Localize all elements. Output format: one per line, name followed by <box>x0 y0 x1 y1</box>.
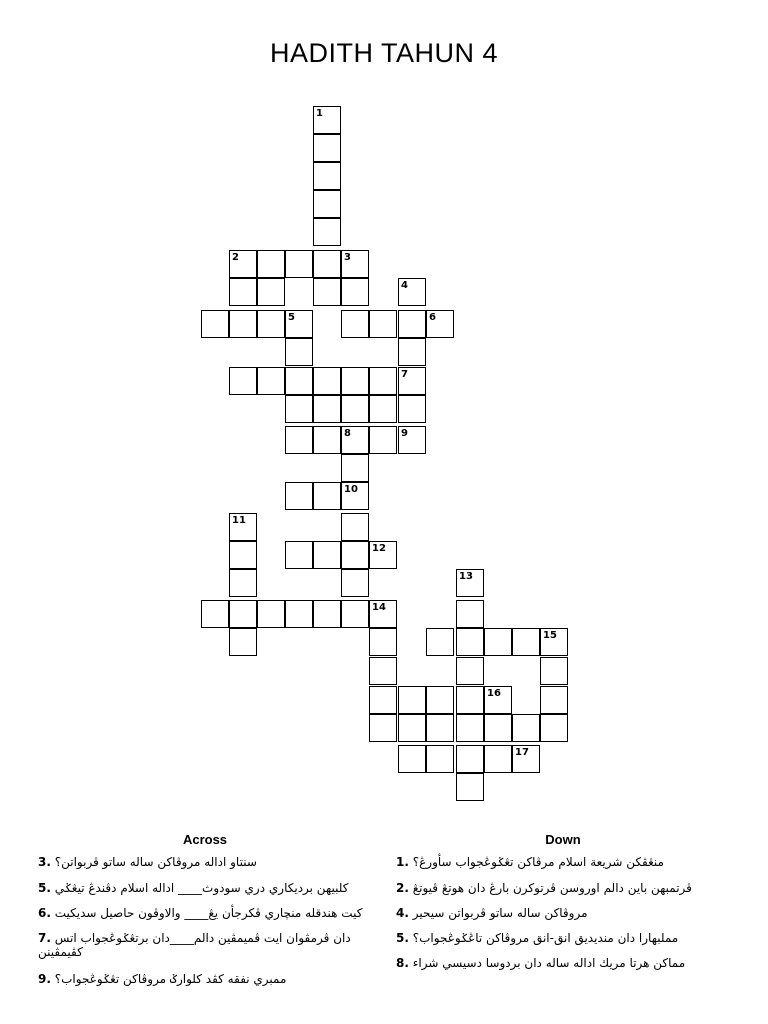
down-clue <box>396 855 664 869</box>
crossword-cell[interactable] <box>398 686 426 714</box>
crossword-cell[interactable] <box>369 310 397 338</box>
crossword-cell[interactable] <box>398 745 426 773</box>
crossword-cell[interactable] <box>201 600 229 628</box>
across-clue <box>38 881 348 895</box>
crossword-cell[interactable] <box>341 541 369 569</box>
cell-number: 10 <box>344 484 358 495</box>
cell-number: 14 <box>372 602 386 613</box>
crossword-cell[interactable] <box>313 600 341 628</box>
crossword-cell[interactable] <box>512 628 540 656</box>
cell-number: 9 <box>401 428 408 439</box>
crossword-cell[interactable] <box>313 482 341 510</box>
crossword-cell[interactable] <box>540 686 568 714</box>
crossword-cell[interactable] <box>369 426 397 454</box>
crossword-cell[interactable] <box>285 426 313 454</box>
crossword-cell[interactable] <box>341 600 369 628</box>
crossword-cell[interactable] <box>540 657 568 685</box>
crossword-cell[interactable] <box>229 278 257 306</box>
crossword-cell[interactable] <box>313 278 341 306</box>
cell-number: 6 <box>429 312 436 323</box>
clue-number: 3. <box>38 855 51 869</box>
crossword-cell[interactable] <box>313 162 341 190</box>
across-clue <box>38 855 257 869</box>
crossword-cell[interactable] <box>313 541 341 569</box>
crossword-cell[interactable] <box>313 134 341 162</box>
clue-number: 8. <box>396 956 409 970</box>
crossword-cell[interactable] <box>313 218 341 246</box>
crossword-cell[interactable] <box>229 310 257 338</box>
crossword-cell[interactable] <box>313 250 341 278</box>
crossword-cell[interactable] <box>456 600 484 628</box>
cell-number: 7 <box>401 369 408 380</box>
crossword-cell[interactable] <box>341 454 369 482</box>
clue-number: 5. <box>38 881 51 895</box>
crossword-cell[interactable] <box>257 367 285 395</box>
crossword-cell[interactable] <box>229 628 257 656</box>
across-clue <box>38 972 286 986</box>
crossword-cell[interactable] <box>426 745 454 773</box>
cell-number: 11 <box>232 515 246 526</box>
crossword-cell[interactable] <box>398 395 426 423</box>
clue-text: كيت هندقله منچاري ڤكرجأن يڠ____ والاوڤون حاصيل سديكيت <box>54 906 363 920</box>
crossword-cell[interactable] <box>285 338 313 366</box>
crossword-cell[interactable] <box>341 513 369 541</box>
crossword-cell[interactable] <box>512 714 540 742</box>
crossword-cell[interactable] <box>229 367 257 395</box>
crossword-cell[interactable] <box>285 395 313 423</box>
crossword-cell[interactable] <box>257 310 285 338</box>
cell-number: 4 <box>401 280 408 291</box>
clue-text: مملبهارا دان منديديق انق-انق مروڤاكن تاڠݢوڠجواب؟ <box>412 931 679 945</box>
clue-number: 9. <box>38 972 51 986</box>
crossword-cell[interactable] <box>369 714 397 742</box>
crossword-cell[interactable] <box>484 714 512 742</box>
clue-number: 7. <box>38 931 51 945</box>
clue-number: 2. <box>396 881 409 895</box>
cell-number: 13 <box>459 571 473 582</box>
crossword-cell[interactable] <box>456 773 484 801</box>
clue-number: 6. <box>38 906 51 920</box>
crossword-cell[interactable] <box>369 686 397 714</box>
crossword-cell[interactable] <box>201 310 229 338</box>
crossword-cell[interactable] <box>369 628 397 656</box>
cell-number: 16 <box>487 688 501 699</box>
clue-text: سنتاو اداله مروڤاكن ساله ساتو ڤربواتن؟ <box>54 855 257 869</box>
clue-text: مروڤاكن ساله ساتو ڤربواتن سيحير <box>412 906 588 920</box>
clue-number: 4. <box>396 906 409 920</box>
crossword-cell[interactable] <box>426 686 454 714</box>
crossword-cell[interactable] <box>426 714 454 742</box>
down-clue <box>396 931 678 945</box>
cell-number: 3 <box>344 252 351 263</box>
clue-text: ممبري نفقه كڤد كلوارݢ مروڤاكن تڠݢوڠجواب؟ <box>54 972 287 986</box>
crossword-cell[interactable] <box>369 395 397 423</box>
clue-text: دان ڤرمڤوان ايت ڤميمڤين دالم____دان برتڠݢوڠجواب اتس كڤيمڤينن <box>38 931 351 959</box>
crossword-cell[interactable] <box>285 482 313 510</box>
cell-number: 2 <box>232 252 239 263</box>
crossword-cell[interactable] <box>456 745 484 773</box>
crossword-cell[interactable] <box>313 190 341 218</box>
page-title: HADITH TAHUN 4 <box>269 38 499 68</box>
crossword-cell[interactable] <box>484 745 512 773</box>
cell-number: 12 <box>372 543 386 554</box>
cell-number: 1 <box>316 108 323 119</box>
crossword-cell[interactable] <box>313 426 341 454</box>
crossword-cell[interactable] <box>229 600 257 628</box>
cell-number: 5 <box>288 312 295 323</box>
crossword-cell[interactable] <box>285 250 313 278</box>
crossword-cell[interactable] <box>229 569 257 597</box>
crossword-cell[interactable] <box>285 541 313 569</box>
clue-number: 1. <box>396 855 409 869</box>
crossword-cell[interactable] <box>484 628 512 656</box>
crossword-cell[interactable] <box>285 367 313 395</box>
crossword-cell[interactable] <box>257 600 285 628</box>
crossword-cell[interactable] <box>313 395 341 423</box>
down-clue <box>396 906 588 920</box>
crossword-cell[interactable] <box>456 714 484 742</box>
clue-text: كلبيهن برديكاري دري سودوث____ اداله اسلام دڤندڠ تيڠݢي <box>54 881 349 895</box>
clue-number: 5. <box>396 931 409 945</box>
down-heading: Down <box>545 832 581 847</box>
crossword-cell[interactable] <box>341 367 369 395</box>
crossword-cell[interactable] <box>341 278 369 306</box>
crossword-cell[interactable] <box>285 600 313 628</box>
crossword-cell[interactable] <box>369 367 397 395</box>
crossword-cell[interactable] <box>257 278 285 306</box>
clue-text: منڠڤكن شريعة اسلام مرڤاكن تڠݢوڠجواب سأورڠ؟ <box>412 855 664 869</box>
across-heading: Across <box>182 832 228 847</box>
crossword-cell[interactable] <box>456 628 484 656</box>
crossword-cell[interactable] <box>257 250 285 278</box>
crossword-cell[interactable] <box>398 714 426 742</box>
clue-text: مماكن هرتا مريك اداله ساله دان بردوسا دسيسي شراء <box>412 956 686 970</box>
down-clue <box>396 881 692 895</box>
crossword-cell[interactable] <box>456 657 484 685</box>
crossword-cell[interactable] <box>341 310 369 338</box>
crossword-cell[interactable] <box>540 714 568 742</box>
crossword-cell[interactable] <box>313 367 341 395</box>
crossword-cell[interactable] <box>229 541 257 569</box>
cell-number: 17 <box>515 747 529 758</box>
cell-number: 8 <box>344 428 351 439</box>
across-clue <box>38 931 368 959</box>
crossword-cell[interactable] <box>369 657 397 685</box>
cell-number: 15 <box>543 630 557 641</box>
crossword-cell[interactable] <box>341 569 369 597</box>
across-clue <box>38 906 362 920</box>
crossword-cell[interactable] <box>398 310 426 338</box>
crossword-cell[interactable] <box>426 628 454 656</box>
crossword-cell[interactable] <box>341 395 369 423</box>
clue-text: ڤرتمبهن باين دالم اوروسن ڤرتوكرن بارڠ دان هوتڠ ڤيوتڠ <box>412 881 692 895</box>
crossword-cell[interactable] <box>456 686 484 714</box>
crossword-cell[interactable] <box>398 338 426 366</box>
down-clue <box>396 956 685 970</box>
